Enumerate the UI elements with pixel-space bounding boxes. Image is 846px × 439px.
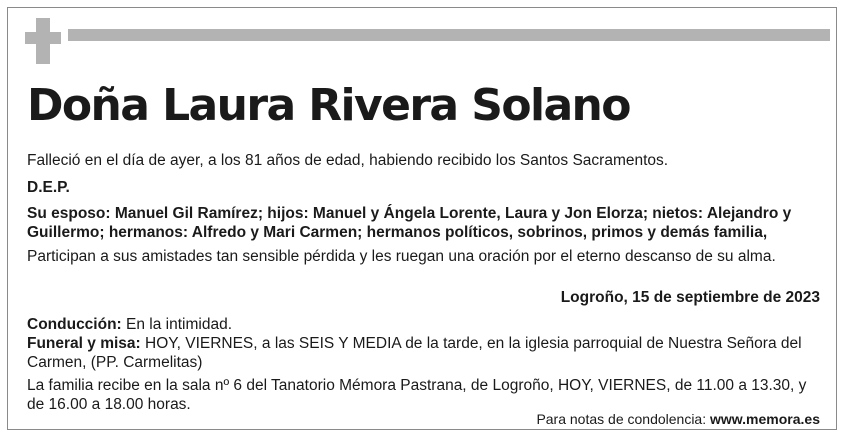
funeral-text: HOY, VIERNES, a las SEIS Y MEDIA de la tarde, en la iglesia parroquial de Nuestra Señora del Carmen, (PP. Carmelitas) xyxy=(27,335,802,371)
invitation-text: Participan a sus amistades tan sensible pérdida y les ruegan una oración por el eterno descanso de su alma. xyxy=(27,248,776,265)
deceased-name: Doña Laura Rivera Solano xyxy=(27,80,630,131)
family-list: Su esposo: Manuel Gil Ramírez; hijos: Manuel y Ángela Lorente, Laura y Jon Elorza; nietos: Alejandro y Guillermo; hermanos: Alfredo y Mari Carmen; hermanos políticos, sobrinos, primos y demás familia, xyxy=(27,205,792,241)
obituary-card xyxy=(7,7,837,430)
condolence-label: Para notas de condolencia: xyxy=(536,411,711,427)
header-rule xyxy=(68,29,830,41)
conduccion-text: En la intimidad. xyxy=(121,316,232,333)
conduccion-line xyxy=(27,315,822,334)
wake-info: La familia recibe en la sala nº 6 del Tanatorio Mémora Pastrana, de Logroño, HOY, VIERNES, de 11.00 a 13.30, y de 16.00 a 18.00 horas. xyxy=(27,377,807,413)
funeral-label: Funeral y misa: xyxy=(27,335,141,352)
funeral-line xyxy=(27,334,822,372)
cross-icon xyxy=(25,18,61,64)
condolence-link[interactable]: www.memora.es xyxy=(710,411,820,427)
condolence-footer xyxy=(536,411,820,427)
place-date: Logroño, 15 de septiembre de 2023 xyxy=(560,289,820,306)
conduccion-label: Conducción: xyxy=(27,316,122,333)
death-notice: Falleció en el día de ayer, a los 81 años de edad, habiendo recibido los Santos Sacramentos. xyxy=(27,152,669,169)
dep-label: D.E.P. xyxy=(27,179,70,196)
